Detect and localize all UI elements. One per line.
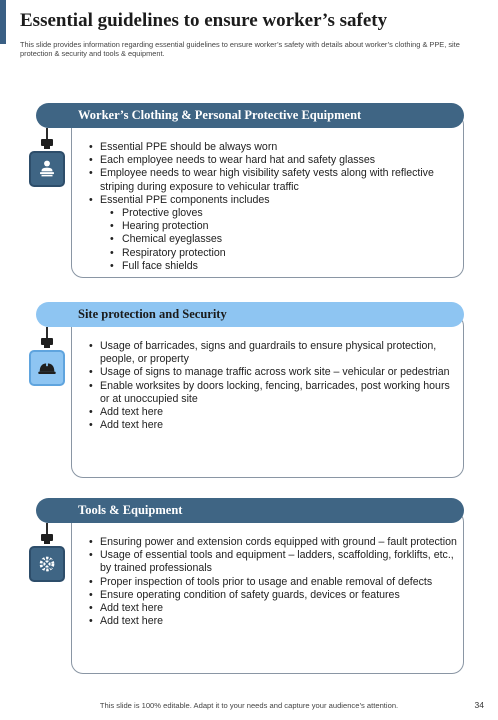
section-clothing-ppe	[28, 103, 464, 278]
section-bullets	[88, 536, 458, 628]
section-tools-equipment	[28, 498, 464, 674]
tools-gear-icon	[29, 546, 65, 582]
worker-icon	[29, 151, 65, 187]
list-item: • Usage of signs to manage traffic across work site – vehicular or pedestrian	[88, 366, 458, 379]
title-accent-bar	[0, 0, 6, 44]
list-item: • Add text here	[88, 406, 458, 419]
plug-connector	[41, 139, 53, 146]
section-site-protection	[28, 302, 464, 478]
list-subitem: • Hearing protection	[88, 220, 458, 233]
section-bullets	[88, 340, 458, 432]
list-subitem: • Chemical eyeglasses	[88, 233, 458, 246]
section-bullets	[88, 141, 458, 273]
section-title: Worker’s Clothing & Personal Protective Equipment	[78, 108, 362, 122]
section-title: Tools & Equipment	[78, 503, 183, 517]
list-item: • Usage of barricades, signs and guardrails to ensure physical protection, people, or property	[88, 340, 458, 366]
footer-text: This slide is 100% editable. Adapt it to your needs and capture your audience’s attention.	[99, 701, 399, 710]
plug-connector	[41, 338, 53, 345]
list-item: • Ensuring power and extension cords equipped with ground – fault protection	[88, 536, 458, 549]
list-item: • Enable worksites by doors locking, fencing, barricades, post working hours or at unoccupied site	[88, 380, 458, 406]
list-item: • Employee needs to wear high visibility safety vests along with reflective striping during exposure to vehicular traffic	[88, 167, 458, 193]
list-item: • Ensure operating condition of safety guards, devices or features	[88, 589, 458, 602]
section-header	[36, 103, 464, 128]
section-title: Site protection and Security	[78, 307, 227, 321]
list-subitem: • Full face shields	[88, 260, 458, 273]
plug-connector	[41, 534, 53, 541]
section-header	[36, 498, 464, 523]
list-item: • Each employee needs to wear hard hat and safety glasses	[88, 154, 458, 167]
list-subitem: • Protective gloves	[88, 207, 458, 220]
list-item: • Add text here	[88, 419, 458, 432]
list-item: • Proper inspection of tools prior to usage and enable removal of defects	[88, 576, 458, 589]
section-header	[36, 302, 464, 327]
page-subtitle: This slide provides information regarding essential guidelines to ensure worker’s safety with details about worker’s clothing & PPE, site protection & security and tools & equipment.	[20, 40, 460, 58]
list-item: • Usage of essential tools and equipment – ladders, scaffolding, forklifts, etc., by trained professionals	[88, 549, 458, 575]
list-item: • Essential PPE components includes	[88, 194, 458, 207]
page-number: 34	[474, 700, 484, 710]
hard-hat-icon	[29, 350, 65, 386]
list-item: • Add text here	[88, 602, 458, 615]
page-title: Essential guidelines to ensure worker’s safety	[20, 10, 388, 31]
list-item: • Essential PPE should be always worn	[88, 141, 458, 154]
list-item: • Add text here	[88, 615, 458, 628]
list-subitem: • Respiratory protection	[88, 247, 458, 260]
